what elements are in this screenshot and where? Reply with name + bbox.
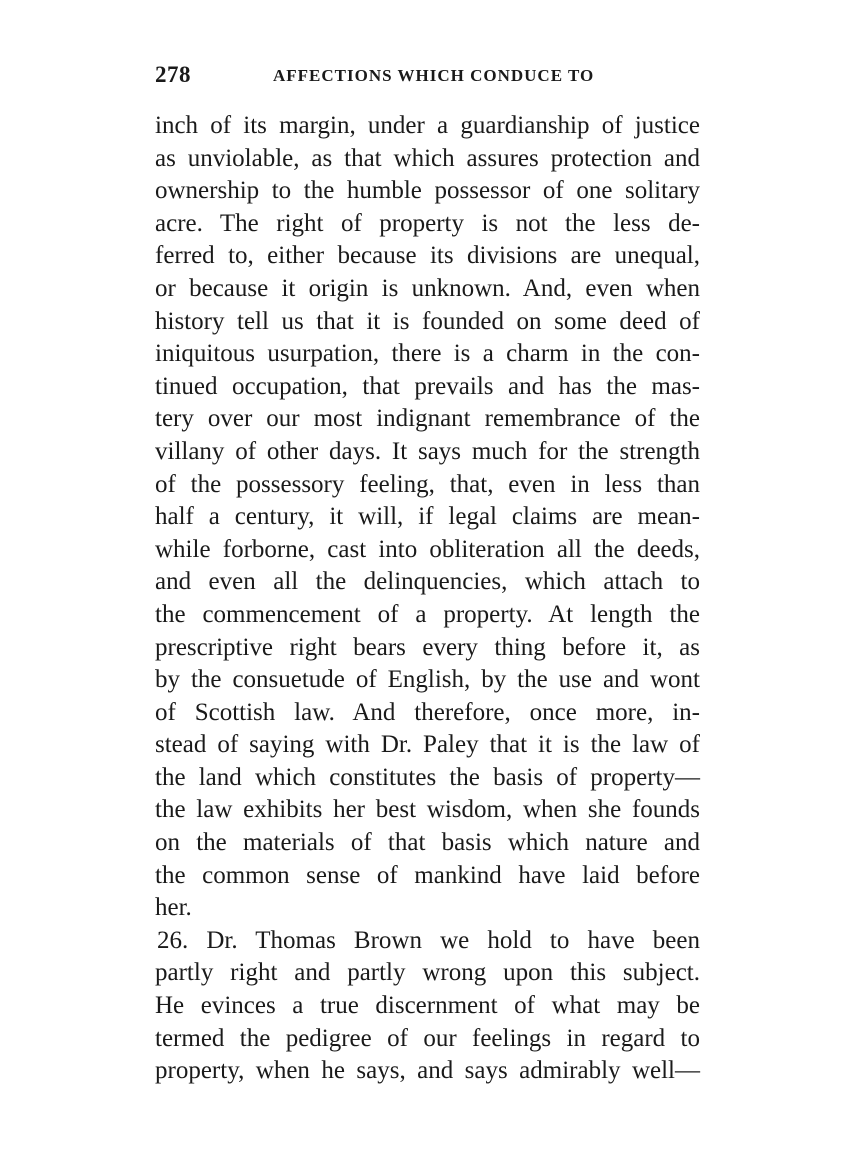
running-head <box>155 62 700 92</box>
text-line: of the possessory feeling, that, even in less than <box>155 470 700 498</box>
text-line: while forborne, cast into obliteration all the deeds, <box>155 535 700 563</box>
text-line: the common sense of mankind have laid before <box>155 861 700 889</box>
text-line: stead of saying with Dr. Paley that it is the law of <box>155 731 700 759</box>
running-title: AFFECTIONS WHICH CONDUCE TO <box>273 66 595 85</box>
text-line: ferred to, either because its divisions are unequal, <box>155 242 700 270</box>
text-line: iniquitous usurpation, there is a charm in the con- <box>155 340 700 368</box>
text-line: prescriptive right bears every thing before it, as <box>155 633 700 661</box>
text-line: inch of its margin, under a guardianship of justice <box>155 112 700 139</box>
text-line: tery over our most indignant remembrance of the <box>155 405 700 433</box>
text-line: her. <box>155 894 192 922</box>
text-line: acre. The right of property is not the less de- <box>155 209 700 237</box>
text-line: on the materials of that basis which nature and <box>155 829 700 857</box>
text-line: tinued occupation, that prevails and has the mas- <box>155 372 700 400</box>
text-line: as unviolable, as that which assures protection and <box>155 144 700 172</box>
text-line: half a century, it will, if legal claims are mean- <box>155 503 700 531</box>
text-line: history tell us that it is founded on some deed of <box>155 307 700 335</box>
text-line: villany of other days. It says much for the strength <box>155 437 700 465</box>
page-number: 278 <box>155 62 191 87</box>
paragraph <box>155 925 700 1088</box>
text-line: the commencement of a property. At length the <box>155 600 700 628</box>
text-line: or because it origin is unknown. And, even when <box>155 274 700 302</box>
paragraph <box>155 110 700 925</box>
text-line: by the consuetude of English, by the use and wont <box>155 666 700 694</box>
body-text <box>155 110 700 1088</box>
text-line: termed the pedigree of our feelings in regard to <box>155 1024 700 1052</box>
text-line: ownership to the humble possessor of one solitary <box>155 177 700 205</box>
text-line: and even all the delinquencies, which attach to <box>155 568 700 596</box>
text-line: the land which constitutes the basis of property— <box>155 763 700 791</box>
text-line: partly right and partly wrong upon this subject. <box>155 959 700 987</box>
text-line: property, when he says, and says admirably well— <box>155 1057 700 1085</box>
text-line: He evinces a true discernment of what may be <box>155 992 700 1020</box>
text-line: 26. Dr. Thomas Brown we hold to have been <box>157 926 700 954</box>
text-line: of Scottish law. And therefore, once more, in- <box>155 698 700 726</box>
text-line: the law exhibits her best wisdom, when she founds <box>155 796 700 824</box>
